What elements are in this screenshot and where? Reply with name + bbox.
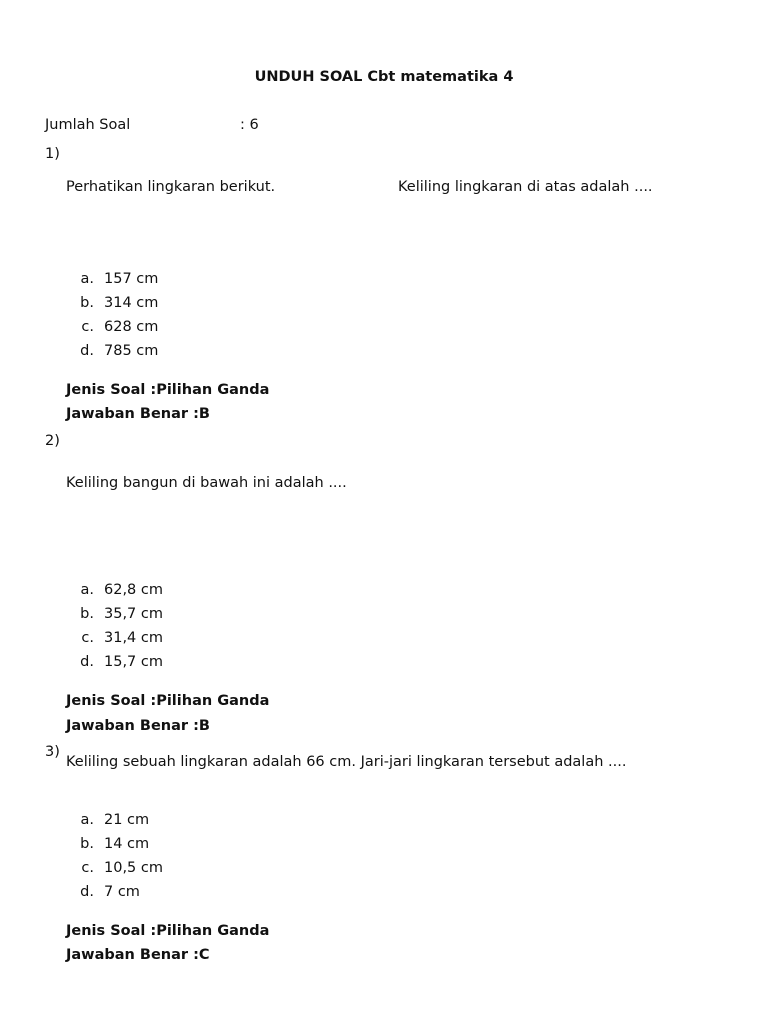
option-letter: d. — [80, 343, 94, 359]
option-letter: b. — [80, 295, 94, 311]
option-letter: c. — [81, 630, 94, 646]
option-letter: a. — [80, 271, 94, 287]
option-text: 35,7 cm — [104, 606, 163, 622]
jawaban-benar: Jawaban Benar :C — [66, 947, 210, 963]
page-title: UNDUH SOAL Cbt matematika 4 — [254, 69, 514, 85]
option-letter: c. — [81, 319, 94, 335]
option-text: 14 cm — [104, 836, 150, 852]
option-letter: b. — [80, 606, 94, 622]
option-text: 157 cm — [104, 271, 159, 287]
option-text: 15,7 cm — [104, 654, 163, 670]
option-text: 31,4 cm — [104, 630, 163, 646]
question-text-secondary: Keliling lingkaran di atas adalah .... — [398, 179, 653, 195]
question-text: Keliling bangun di bawah ini adalah .... — [66, 475, 347, 491]
option-letter: b. — [80, 836, 94, 852]
jumlah-soal-label: Jumlah Soal — [45, 117, 131, 133]
option-text: 314 cm — [104, 295, 159, 311]
question-number: 1) — [45, 146, 60, 162]
option-text: 7 cm — [104, 884, 140, 900]
jenis-soal: Jenis Soal :Pilihan Ganda — [66, 923, 270, 939]
option-text: 628 cm — [104, 319, 159, 335]
option-text: 62,8 cm — [104, 582, 163, 598]
jenis-soal: Jenis Soal :Pilihan Ganda — [66, 693, 270, 709]
jumlah-soal-value: : 6 — [240, 117, 259, 133]
option-letter: a. — [80, 812, 94, 828]
option-text: 21 cm — [104, 812, 150, 828]
question-text: Perhatikan lingkaran berikut. — [66, 179, 276, 195]
option-text: 785 cm — [104, 343, 159, 359]
jenis-soal: Jenis Soal :Pilihan Ganda — [66, 382, 270, 398]
question-text: Keliling sebuah lingkaran adalah 66 cm. Jari-jari lingkaran tersebut adalah .... — [66, 754, 627, 770]
option-letter: c. — [81, 860, 94, 876]
option-letter: d. — [80, 654, 94, 670]
question-number: 2) — [45, 433, 60, 449]
jawaban-benar: Jawaban Benar :B — [66, 406, 210, 422]
option-letter: a. — [80, 582, 94, 598]
jawaban-benar: Jawaban Benar :B — [66, 718, 210, 734]
question-number: 3) — [45, 744, 60, 760]
option-text: 10,5 cm — [104, 860, 163, 876]
option-letter: d. — [80, 884, 94, 900]
